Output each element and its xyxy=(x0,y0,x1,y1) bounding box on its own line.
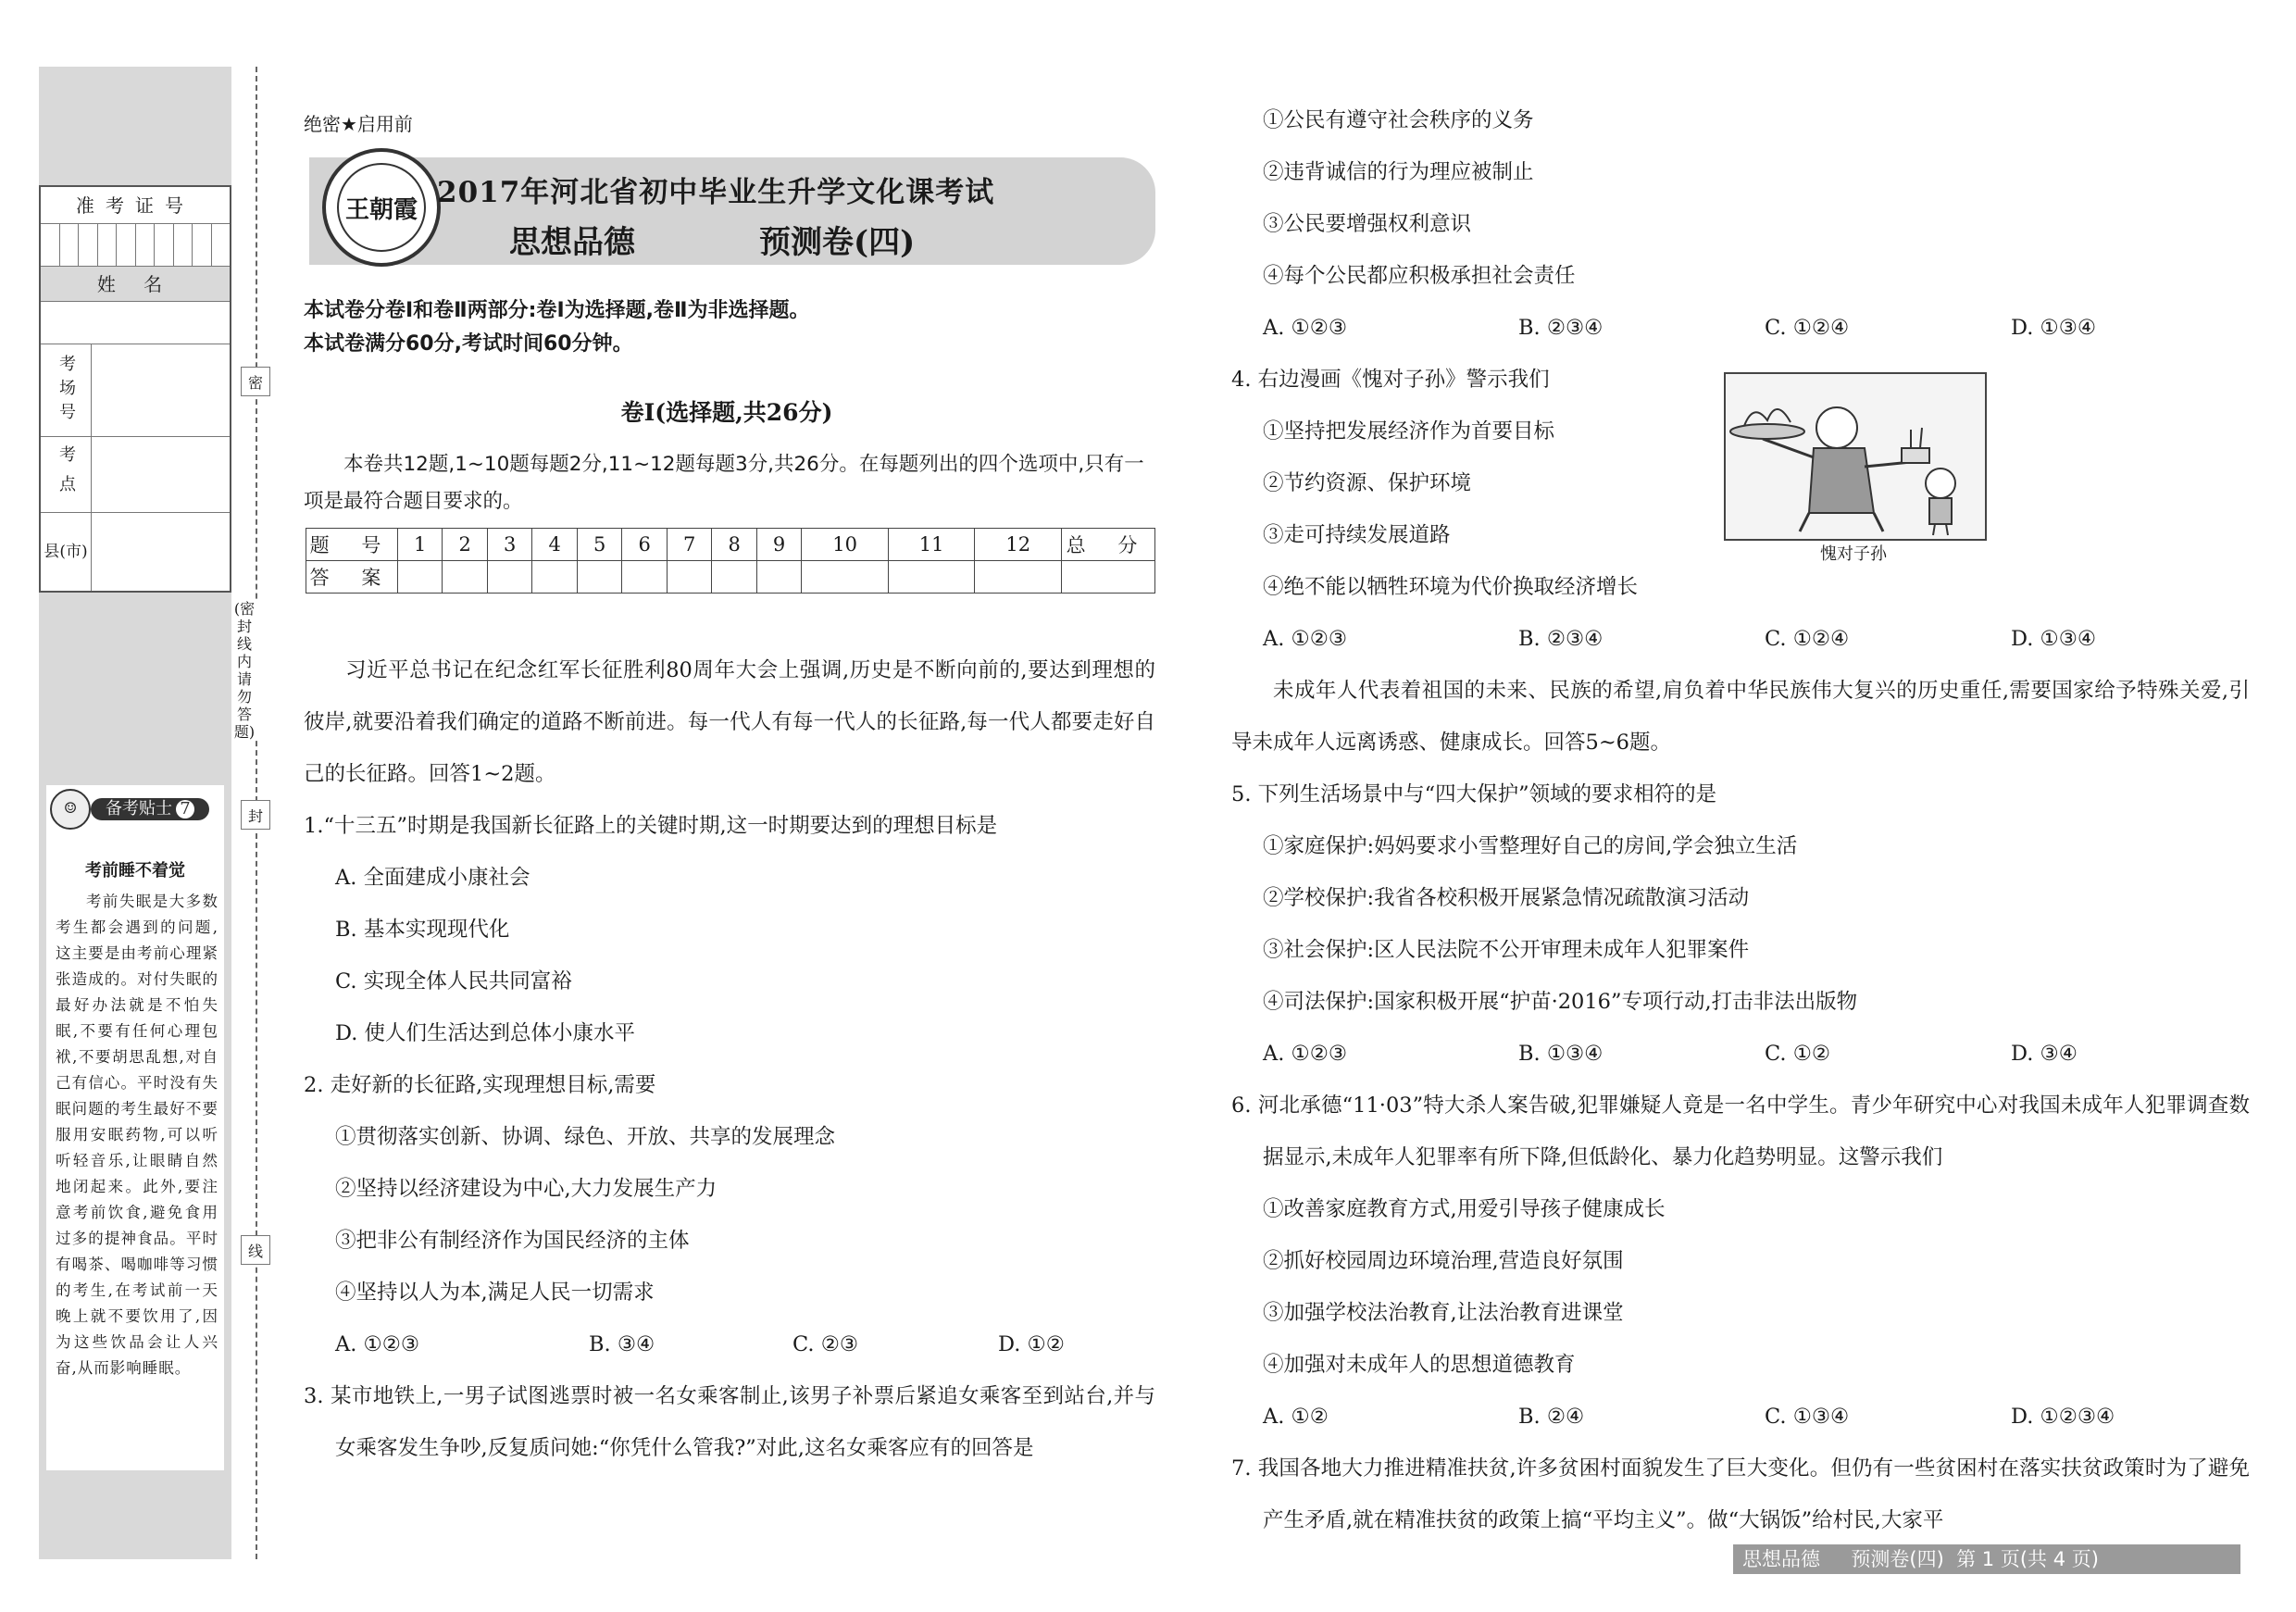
answer-row xyxy=(306,561,1155,594)
county-field[interactable] xyxy=(41,513,230,591)
q6-option-b: B. ②④ xyxy=(1518,1405,1585,1429)
q4-option-c: C. ①②④ xyxy=(1765,627,1850,651)
top-secret-label: 绝密★启用前 xyxy=(304,113,413,135)
q4-option-b: B. ②③④ xyxy=(1518,627,1603,651)
candidate-info-box xyxy=(39,185,231,593)
answer-cell[interactable] xyxy=(398,561,443,594)
seal-word-xian: 线 xyxy=(241,1235,270,1265)
question-1: 1.“十三五”时期是我国新长征路上的关键时期,这一时期要达到的理想目标是 xyxy=(304,814,998,838)
q3-option-b: B. ②③④ xyxy=(1518,316,1603,340)
question-number-row xyxy=(306,529,1155,561)
q5-option-d: D. ③④ xyxy=(2011,1042,2078,1066)
q3-statement-2: ②违背诚信的行为理应被制止 xyxy=(1263,160,1534,184)
q6-statement-1: ①改善家庭教育方式,用爱引导孩子健康成长 xyxy=(1263,1197,1666,1221)
qnum-cell: 11 xyxy=(888,529,975,561)
name-field[interactable] xyxy=(41,302,230,344)
q2-option-d: D. ①② xyxy=(998,1332,1065,1356)
tip-header xyxy=(46,789,224,828)
q5-statement-4: ④司法保护:国家积极开展“护苗·2016”专项行动,打击非法出版物 xyxy=(1263,990,1858,1014)
row-label-number: 题 号 xyxy=(306,529,398,561)
q2-statement-2: ②坚持以经济建设为中心,大力发展生产力 xyxy=(335,1177,718,1201)
total-score-cell[interactable] xyxy=(1062,561,1155,594)
county-label: 县(市) xyxy=(41,513,92,591)
q5-option-c: C. ①② xyxy=(1765,1042,1831,1066)
q2-option-a: A. ①②③ xyxy=(335,1332,420,1356)
page-footer: 思想品德 预测卷(四) 第 1 页(共 4 页) xyxy=(1733,1544,2240,1574)
q3-option-c: C. ①②④ xyxy=(1765,316,1850,340)
answer-cell[interactable] xyxy=(667,561,711,594)
exam-room-field[interactable] xyxy=(41,344,230,437)
seal-word-mi: 密 xyxy=(241,367,270,396)
tip-title: 考前睡不着觉 xyxy=(85,861,185,881)
q1-option-a: A. 全面建成小康社会 xyxy=(335,866,530,890)
question-6: 6. 河北承德“11·03”特大杀人案告破,犯罪嫌疑人竟是一名中学生。青少年研究中心对我国未成年人犯罪调查数据显示,未成年人犯罪率有所下降,但低龄化、暴力化趋势明显。这警示我们 xyxy=(1231,1093,2250,1169)
seal-note: (密封线内请勿答题) xyxy=(231,600,257,741)
q2-option-b: B. ③④ xyxy=(589,1332,655,1356)
q4-statement-3: ③走可持续发展道路 xyxy=(1263,523,1451,547)
cartoon-drawing xyxy=(1726,374,1985,539)
question-3: 3. 某市地铁上,一男子试图逃票时被一名女乘客制止,该男子补票后紧追女乘客至到站台,并与女乘客发生争吵,反复质问她:“你凭什么管我?”对此,这名女乘客应有的回答是 xyxy=(304,1384,1155,1460)
q6-statement-4: ④加强对未成年人的思想道德教育 xyxy=(1263,1353,1576,1377)
name-label: 姓 名 xyxy=(41,267,230,302)
q4-option-a: A. ①②③ xyxy=(1263,627,1348,651)
answer-cell[interactable] xyxy=(802,561,889,594)
tip-body: 考前失眠是大多数考生都会遇到的问题,这主要是由考前心理紧张造成的。对付失眠的最好办法就是不怕失眠,不要有任何心理包袱,不要胡思乱想,对自己有信心。平时没有失眠问题的考生最好不要服用安眠药物,可以听听轻音乐,让眼睛自然地闭起来。此外,要注意考前饮食,避免食用过多的提神食品。平时有喝茶、喝咖啡等习惯的考生,在考试前一天晚上就不要饮用了,因为这些饮品会让人兴奋,从而影响睡眠。 xyxy=(56,893,218,1377)
publisher-seal xyxy=(322,148,441,267)
seal-word-feng: 封 xyxy=(241,800,270,830)
q4-statement-4: ④绝不能以牺牲环境为代价换取经济增长 xyxy=(1263,575,1639,599)
qnum-cell: 5 xyxy=(577,529,621,561)
answer-cell[interactable] xyxy=(888,561,975,594)
q6-statement-2: ②抓好校园周边环境治理,营造良好氛围 xyxy=(1263,1249,1624,1273)
qnum-cell: 6 xyxy=(622,529,667,561)
answer-cell[interactable] xyxy=(712,561,756,594)
intro-line-2: 本试卷满分60分,考试时间60分钟。 xyxy=(304,332,633,356)
total-label: 总 分 xyxy=(1062,529,1155,561)
score-table xyxy=(306,528,1155,594)
q3-statement-1: ①公民有遵守社会秩序的义务 xyxy=(1263,108,1534,132)
cartoon-caption: 愧对子孙 xyxy=(1820,544,1887,564)
exam-number-label: 准考证号 xyxy=(41,187,230,224)
qnum-cell: 1 xyxy=(398,529,443,561)
q1-option-d: D. 使人们生活达到总体小康水平 xyxy=(335,1021,636,1045)
tip-banner: 备考贴士 7 xyxy=(91,798,209,820)
q6-statement-3: ③加强学校法治教育,让法治教育进课堂 xyxy=(1263,1301,1624,1325)
section-description: 本卷共12题,1~10题每题2分,11~12题每题3分,共26分。在每题列出的四个选项中,只有一项是最符合题目要求的。 xyxy=(304,453,1144,513)
q2-statement-1: ①贯彻落实创新、协调、绿色、开放、共享的发展理念 xyxy=(335,1125,836,1149)
section-title: 卷Ⅰ(选择题,共26分) xyxy=(620,399,833,426)
q5-statement-2: ②学校保护:我省各校积极开展紧急情况疏散演习活动 xyxy=(1263,886,1750,910)
answer-cell[interactable] xyxy=(577,561,621,594)
q6-option-a: A. ①② xyxy=(1263,1405,1329,1429)
q2-statement-3: ③把非公有制经济作为国民经济的主体 xyxy=(335,1229,690,1253)
qnum-cell: 9 xyxy=(756,529,801,561)
seal-name: 王朝霞 xyxy=(337,163,426,252)
question-5: 5. 下列生活场景中与“四大保护”领域的要求相符的是 xyxy=(1231,782,1717,806)
q5-option-b: B. ①③④ xyxy=(1518,1042,1603,1066)
question-4: 4. 右边漫画《愧对子孙》警示我们 xyxy=(1231,368,1550,392)
q5-statement-1: ①家庭保护:妈妈要求小雪整理好自己的房间,学会独立生活 xyxy=(1263,834,1798,858)
q5-option-a: A. ①②③ xyxy=(1263,1042,1348,1066)
exam-room-label: 考场号 xyxy=(41,344,92,436)
answer-cell[interactable] xyxy=(975,561,1062,594)
answer-cell[interactable] xyxy=(756,561,801,594)
q6-option-c: C. ①③④ xyxy=(1765,1405,1850,1429)
q4-statement-2: ②节约资源、保护环境 xyxy=(1263,471,1472,495)
row-label-answer: 答 案 xyxy=(306,561,398,594)
q2-statement-4: ④坚持以人为本,满足人民一切需求 xyxy=(335,1281,655,1305)
q3-option-a: A. ①②③ xyxy=(1263,316,1348,340)
answer-cell[interactable] xyxy=(622,561,667,594)
exam-number-field[interactable] xyxy=(41,224,230,267)
exam-site-field[interactable] xyxy=(41,437,230,513)
qnum-cell: 10 xyxy=(802,529,889,561)
question-7: 7. 我国各地大力推进精准扶贫,许多贫困村面貌发生了巨大变化。但仍有一些贫困村在落实扶贫政策时为了避免产生矛盾,就在精准扶贫的政策上搞“平均主义”。做“大锅饭”给村民,大家平 xyxy=(1231,1456,2250,1532)
passage-1: 习近平总书记在纪念红军长征胜利80周年大会上强调,历史是不断向前的,要达到理想的彼岸,就要沿着我们确定的道路不断前进。每一代人有每一代人的长征路,每一代人都要走好自己的长征路。回答1~2题。 xyxy=(304,658,1155,786)
q1-option-b: B. 基本实现现代化 xyxy=(335,918,510,942)
q5-statement-3: ③社会保护:区人民法院不公开审理未成年人犯罪案件 xyxy=(1263,938,1750,962)
qnum-cell: 8 xyxy=(712,529,756,561)
answer-cell[interactable] xyxy=(532,561,577,594)
q3-option-d: D. ①③④ xyxy=(2011,316,2097,340)
paper-title: 预测卷(四) xyxy=(759,224,916,261)
subject-title: 思想品德 xyxy=(509,224,635,261)
q2-option-c: C. ②③ xyxy=(792,1332,859,1356)
qnum-cell: 4 xyxy=(532,529,577,561)
qnum-cell: 2 xyxy=(443,529,487,561)
qnum-cell: 3 xyxy=(487,529,531,561)
qnum-cell: 7 xyxy=(667,529,711,561)
answer-cell[interactable] xyxy=(443,561,487,594)
cartoon-image xyxy=(1724,372,1987,541)
question-2: 2. 走好新的长征路,实现理想目标,需要 xyxy=(304,1073,656,1097)
q3-statement-4: ④每个公民都应积极承担社会责任 xyxy=(1263,264,1576,288)
q4-option-d: D. ①③④ xyxy=(2011,627,2097,651)
mascot-icon: ☺ xyxy=(50,789,91,830)
answer-cell[interactable] xyxy=(487,561,531,594)
exam-title: 2017年河北省初中毕业生升学文化课考试 xyxy=(437,176,995,209)
q1-option-c: C. 实现全体人民共同富裕 xyxy=(335,969,572,993)
q3-statement-3: ③公民要增强权利意识 xyxy=(1263,212,1472,236)
exam-site-label: 考点 xyxy=(41,437,92,512)
q6-option-d: D. ①②③④ xyxy=(2011,1405,2115,1429)
passage-2: 未成年人代表着祖国的未来、民族的希望,肩负着中华民族伟大复兴的历史重任,需要国家给予特殊关爱,引导未成年人远离诱惑、健康成长。回答5~6题。 xyxy=(1231,679,2250,755)
intro-line-1: 本试卷分卷Ⅰ和卷Ⅱ两部分:卷Ⅰ为选择题,卷Ⅱ为非选择题。 xyxy=(304,299,810,322)
q4-statement-1: ①坚持把发展经济作为首要目标 xyxy=(1263,419,1555,444)
qnum-cell: 12 xyxy=(975,529,1062,561)
